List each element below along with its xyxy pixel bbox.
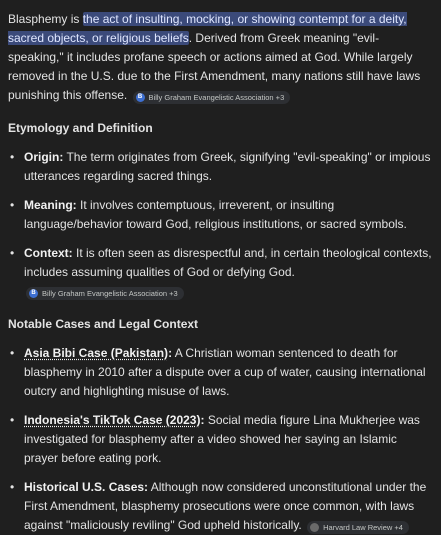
highlighted-definition[interactable]: the act of insulting, mocking, or showing contempt for a deity, sacred objects, or religious beliefs xyxy=(8,12,407,45)
asia-bibi-link[interactable]: Asia Bibi Case (Pakistan) xyxy=(24,346,169,360)
list-item-text: The term originates from Greek, signifying "evil-speaking" or impious utterances regarding sacred things. xyxy=(24,150,431,183)
intro-text-start: Blasphemy is xyxy=(8,12,83,26)
list-item-text: Social media figure Lina Mukherjee was investigated for blasphemy after a video showed her saying an Islamic prayer before eating pork. xyxy=(24,413,420,465)
source-chip-billy-graham[interactable] xyxy=(26,287,184,300)
source-chip-harvard-law[interactable] xyxy=(307,521,409,534)
list-item xyxy=(8,478,433,535)
tiktok-case-link[interactable]: Indonesia's TikTok Case (2023) xyxy=(24,413,201,427)
list-item-colon: : xyxy=(200,413,205,427)
list-item-text: It involves contemptuous, irreverent, or insulting language/behavior toward God, religious institutions, or sacred symbols. xyxy=(24,198,407,231)
list-item xyxy=(8,344,433,401)
bullet-icon: • xyxy=(10,346,15,360)
source-chip-label: Harvard Law Review +4 xyxy=(323,523,403,532)
list-item-colon: : xyxy=(168,346,173,360)
bullet-icon: • xyxy=(10,150,15,164)
list-item xyxy=(8,196,433,234)
list-item xyxy=(8,148,433,186)
list-item-text: Although now considered unconstitutional under the First Amendment, blasphemy prosecutions were once common, with laws against "maliciously reviling" God upheld historically. xyxy=(24,480,427,532)
list-item-text: It is often seen as disrespectful and, in certain theological contexts, includes assuming qualities of God or defying God. xyxy=(24,246,432,279)
billy-graham-logo-icon: B xyxy=(29,289,38,298)
list-item-term: Origin: xyxy=(24,150,64,164)
bullet-icon: • xyxy=(10,413,15,427)
bullet-icon: • xyxy=(10,198,15,212)
bullet-icon: • xyxy=(10,246,15,260)
list-item-term: Context: xyxy=(24,246,73,260)
intro-text-rest: . Derived from Greek meaning "evil-speaking," it includes profane speech or actions aimed at God. While largely removed in the U.S. due to the First Amendment, many nations still have laws punishing this offense. xyxy=(8,31,421,102)
harvard-law-logo-icon: . xyxy=(310,523,319,532)
notable-cases-list xyxy=(8,344,433,535)
billy-graham-logo-icon: B xyxy=(136,93,145,102)
section-heading-notable-cases: Notable Cases and Legal Context xyxy=(8,317,199,331)
list-item-term: Meaning: xyxy=(24,198,77,212)
list-item-term: Historical U.S. Cases: xyxy=(24,480,149,494)
etymology-list xyxy=(8,148,433,301)
source-chip-billy-graham[interactable] xyxy=(133,91,291,104)
section-heading-etymology: Etymology and Definition xyxy=(8,121,153,135)
source-chip-label: Billy Graham Evangelistic Association +3 xyxy=(42,289,178,298)
list-item-text: A Christian woman sentenced to death for blasphemy in 2010 after a dispute over a cup of water, causing international outcry and highlighting misuse of laws. xyxy=(24,346,426,398)
source-chip-label: Billy Graham Evangelistic Association +3 xyxy=(148,93,285,102)
bullet-icon: • xyxy=(10,480,15,494)
list-item xyxy=(8,411,433,468)
list-item xyxy=(8,244,433,301)
intro-paragraph xyxy=(8,10,433,105)
